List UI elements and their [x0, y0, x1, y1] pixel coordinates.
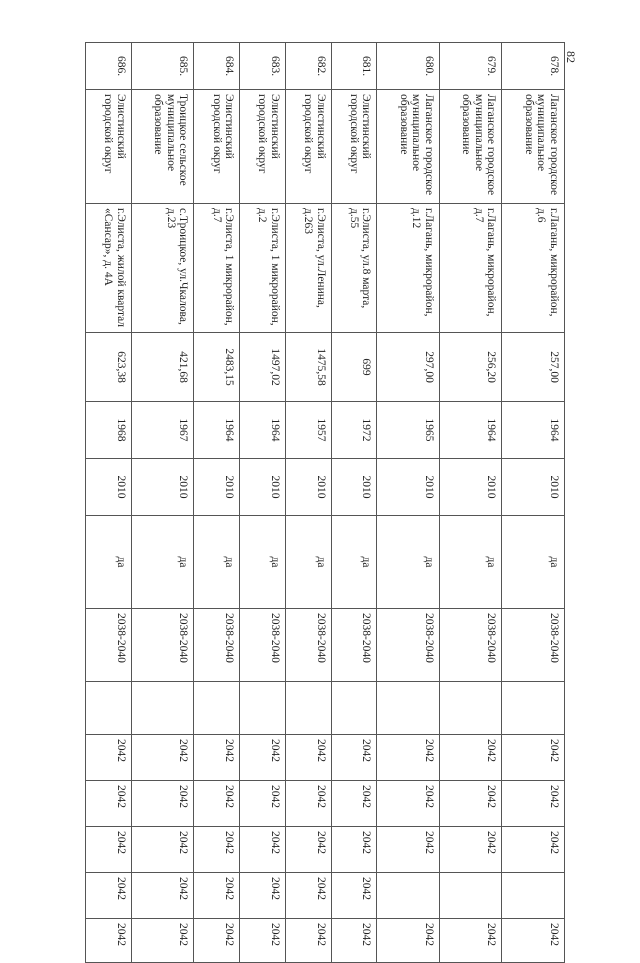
- table-row: [331, 43, 377, 963]
- table-cell-c13: 2042: [194, 919, 240, 963]
- table-cell-year_built: 1964: [194, 402, 240, 459]
- table-cell-c9: 2042: [194, 735, 240, 781]
- table-cell-c11: 2042: [439, 827, 502, 873]
- table-cell-period: 2038-2040: [194, 609, 240, 682]
- table-cell-address: г.Элиста, ул.Ленина, д.263: [285, 204, 331, 333]
- table-cell-c10: 2042: [331, 781, 377, 827]
- table-cell-area: 297,00: [377, 333, 440, 402]
- table-cell-c8: [86, 682, 132, 735]
- table-cell-c10: 2042: [439, 781, 502, 827]
- table-cell-c8: [502, 682, 565, 735]
- table-cell-c11: 2042: [502, 827, 565, 873]
- table-cell-area: 256,20: [439, 333, 502, 402]
- table-cell-c12: [377, 873, 440, 919]
- table-cell-year_built: 1972: [331, 402, 377, 459]
- table-cell-period: 2038-2040: [86, 609, 132, 682]
- table-cell-num: 680.: [377, 43, 440, 90]
- table-cell-flag: да: [285, 516, 331, 609]
- table-cell-c10: 2042: [377, 781, 440, 827]
- table-cell-year2: 2010: [502, 459, 565, 516]
- table-cell-c8: [240, 682, 286, 735]
- table-cell-c8: [377, 682, 440, 735]
- table-cell-flag: да: [86, 516, 132, 609]
- page-number: 82: [564, 51, 578, 63]
- table-cell-c10: 2042: [131, 781, 194, 827]
- table-cell-num: 683.: [240, 43, 286, 90]
- table-cell-year2: 2010: [86, 459, 132, 516]
- table-cell-year2: 2010: [194, 459, 240, 516]
- table-cell-c12: 2042: [285, 873, 331, 919]
- table-cell-year_built: 1957: [285, 402, 331, 459]
- table-cell-area: 257,00: [502, 333, 565, 402]
- table-cell-area: 2483,15: [194, 333, 240, 402]
- table-cell-c8: [331, 682, 377, 735]
- table-cell-num: 679.: [439, 43, 502, 90]
- table-cell-c11: 2042: [240, 827, 286, 873]
- table-cell-flag: да: [502, 516, 565, 609]
- table-cell-num: 682.: [285, 43, 331, 90]
- table-cell-flag: да: [439, 516, 502, 609]
- table-row: [240, 43, 286, 963]
- table-cell-year_built: 1965: [377, 402, 440, 459]
- table-cell-municipality: Лаганское городское муниципальное образование: [377, 90, 440, 204]
- table-cell-c12: 2042: [194, 873, 240, 919]
- table-cell-municipality: Элистинский городской округ: [285, 90, 331, 204]
- table-cell-c9: 2042: [240, 735, 286, 781]
- table-cell-c9: 2042: [331, 735, 377, 781]
- table-cell-flag: да: [131, 516, 194, 609]
- table-cell-year_built: 1968: [86, 402, 132, 459]
- table-cell-year2: 2010: [285, 459, 331, 516]
- table-cell-c10: 2042: [194, 781, 240, 827]
- table-body: [86, 43, 565, 963]
- table-cell-c13: 2042: [86, 919, 132, 963]
- table-cell-c13: 2042: [439, 919, 502, 963]
- table-cell-c8: [285, 682, 331, 735]
- table-cell-address: г.Элиста, 1 микрорайон, д.7: [194, 204, 240, 333]
- table-row: [194, 43, 240, 963]
- table-cell-year2: 2010: [377, 459, 440, 516]
- table-cell-c12: 2042: [331, 873, 377, 919]
- table-cell-c10: 2042: [502, 781, 565, 827]
- table-cell-year2: 2010: [131, 459, 194, 516]
- table-cell-c13: 2042: [502, 919, 565, 963]
- table-cell-c11: 2042: [86, 827, 132, 873]
- table-cell-c10: 2042: [240, 781, 286, 827]
- table-cell-address: г.Элиста, 1 микрорайон, д.2: [240, 204, 286, 333]
- table-cell-c8: [194, 682, 240, 735]
- table-cell-municipality: Элистинский городской округ: [331, 90, 377, 204]
- table-cell-c9: 2042: [502, 735, 565, 781]
- table-cell-c9: 2042: [285, 735, 331, 781]
- table-cell-municipality: Элистинский городской округ: [86, 90, 132, 204]
- table-cell-c11: 2042: [285, 827, 331, 873]
- table-cell-period: 2038-2040: [377, 609, 440, 682]
- table-cell-c13: 2042: [377, 919, 440, 963]
- table-cell-c12: [502, 873, 565, 919]
- table-cell-area: 1475,58: [285, 333, 331, 402]
- table-cell-flag: да: [377, 516, 440, 609]
- table-cell-c9: 2042: [439, 735, 502, 781]
- table-row: [502, 43, 565, 963]
- table-cell-period: 2038-2040: [331, 609, 377, 682]
- table-cell-c10: 2042: [285, 781, 331, 827]
- table-cell-address: г.Лагань, микрорайон, д.7: [439, 204, 502, 333]
- table-cell-c9: 2042: [86, 735, 132, 781]
- table-cell-period: 2038-2040: [285, 609, 331, 682]
- table-cell-period: 2038-2040: [240, 609, 286, 682]
- table-cell-c13: 2042: [331, 919, 377, 963]
- table-cell-address: г.Лагань, микрорайон, д.12: [377, 204, 440, 333]
- table-cell-c11: 2042: [131, 827, 194, 873]
- table-cell-address: г.Элиста, жилой квартал «Сансар», д. 4А: [86, 204, 132, 333]
- table-cell-num: 685.: [131, 43, 194, 90]
- table-cell-flag: да: [331, 516, 377, 609]
- table-cell-municipality: Троицкое сельское муниципальное образование: [131, 90, 194, 204]
- table-row: [439, 43, 502, 963]
- table-cell-period: 2038-2040: [439, 609, 502, 682]
- table-cell-num: 678.: [502, 43, 565, 90]
- table-cell-c12: [439, 873, 502, 919]
- table-cell-c12: 2042: [86, 873, 132, 919]
- table-cell-year2: 2010: [240, 459, 286, 516]
- table-cell-c13: 2042: [285, 919, 331, 963]
- table-row: [86, 43, 132, 963]
- table-cell-c8: [131, 682, 194, 735]
- table-cell-area: 623,38: [86, 333, 132, 402]
- rotated-table-container: [85, 42, 565, 946]
- table-cell-year2: 2010: [331, 459, 377, 516]
- table-cell-c12: 2042: [240, 873, 286, 919]
- table-cell-num: 686.: [86, 43, 132, 90]
- table-cell-municipality: Элистинский городской округ: [240, 90, 286, 204]
- table-cell-year_built: 1964: [439, 402, 502, 459]
- table-cell-c8: [439, 682, 502, 735]
- table-cell-c10: 2042: [86, 781, 132, 827]
- table-cell-period: 2038-2040: [131, 609, 194, 682]
- table-row: [131, 43, 194, 963]
- table-cell-year_built: 1964: [502, 402, 565, 459]
- table-cell-address: г.Лагань, микрорайон, д.6: [502, 204, 565, 333]
- table-cell-area: 421,68: [131, 333, 194, 402]
- table-cell-municipality: Лаганское городское муниципальное образование: [502, 90, 565, 204]
- table-cell-period: 2038-2040: [502, 609, 565, 682]
- table-cell-c9: 2042: [377, 735, 440, 781]
- table-cell-area: 1497,02: [240, 333, 286, 402]
- table-cell-c12: 2042: [131, 873, 194, 919]
- table-cell-year2: 2010: [439, 459, 502, 516]
- table-cell-c11: 2042: [194, 827, 240, 873]
- table-cell-c11: 2042: [377, 827, 440, 873]
- table-row: [285, 43, 331, 963]
- table-cell-flag: да: [240, 516, 286, 609]
- table-cell-num: 681.: [331, 43, 377, 90]
- table-cell-area: 699: [331, 333, 377, 402]
- table-cell-year_built: 1967: [131, 402, 194, 459]
- table-cell-c13: 2042: [240, 919, 286, 963]
- table-cell-num: 684.: [194, 43, 240, 90]
- table-row: [377, 43, 440, 963]
- table-cell-c11: 2042: [331, 827, 377, 873]
- table-cell-municipality: Элистинский городской округ: [194, 90, 240, 204]
- housing-table: [85, 42, 565, 963]
- table-cell-year_built: 1964: [240, 402, 286, 459]
- table-cell-address: г.Элиста, ул.8 марта, д.55: [331, 204, 377, 333]
- table-cell-c9: 2042: [131, 735, 194, 781]
- table-cell-municipality: Лаганское городское муниципальное образование: [439, 90, 502, 204]
- table-cell-address: с.Троицкое, ул.Чкалова, д.23: [131, 204, 194, 333]
- table-cell-c13: 2042: [131, 919, 194, 963]
- table-cell-flag: да: [194, 516, 240, 609]
